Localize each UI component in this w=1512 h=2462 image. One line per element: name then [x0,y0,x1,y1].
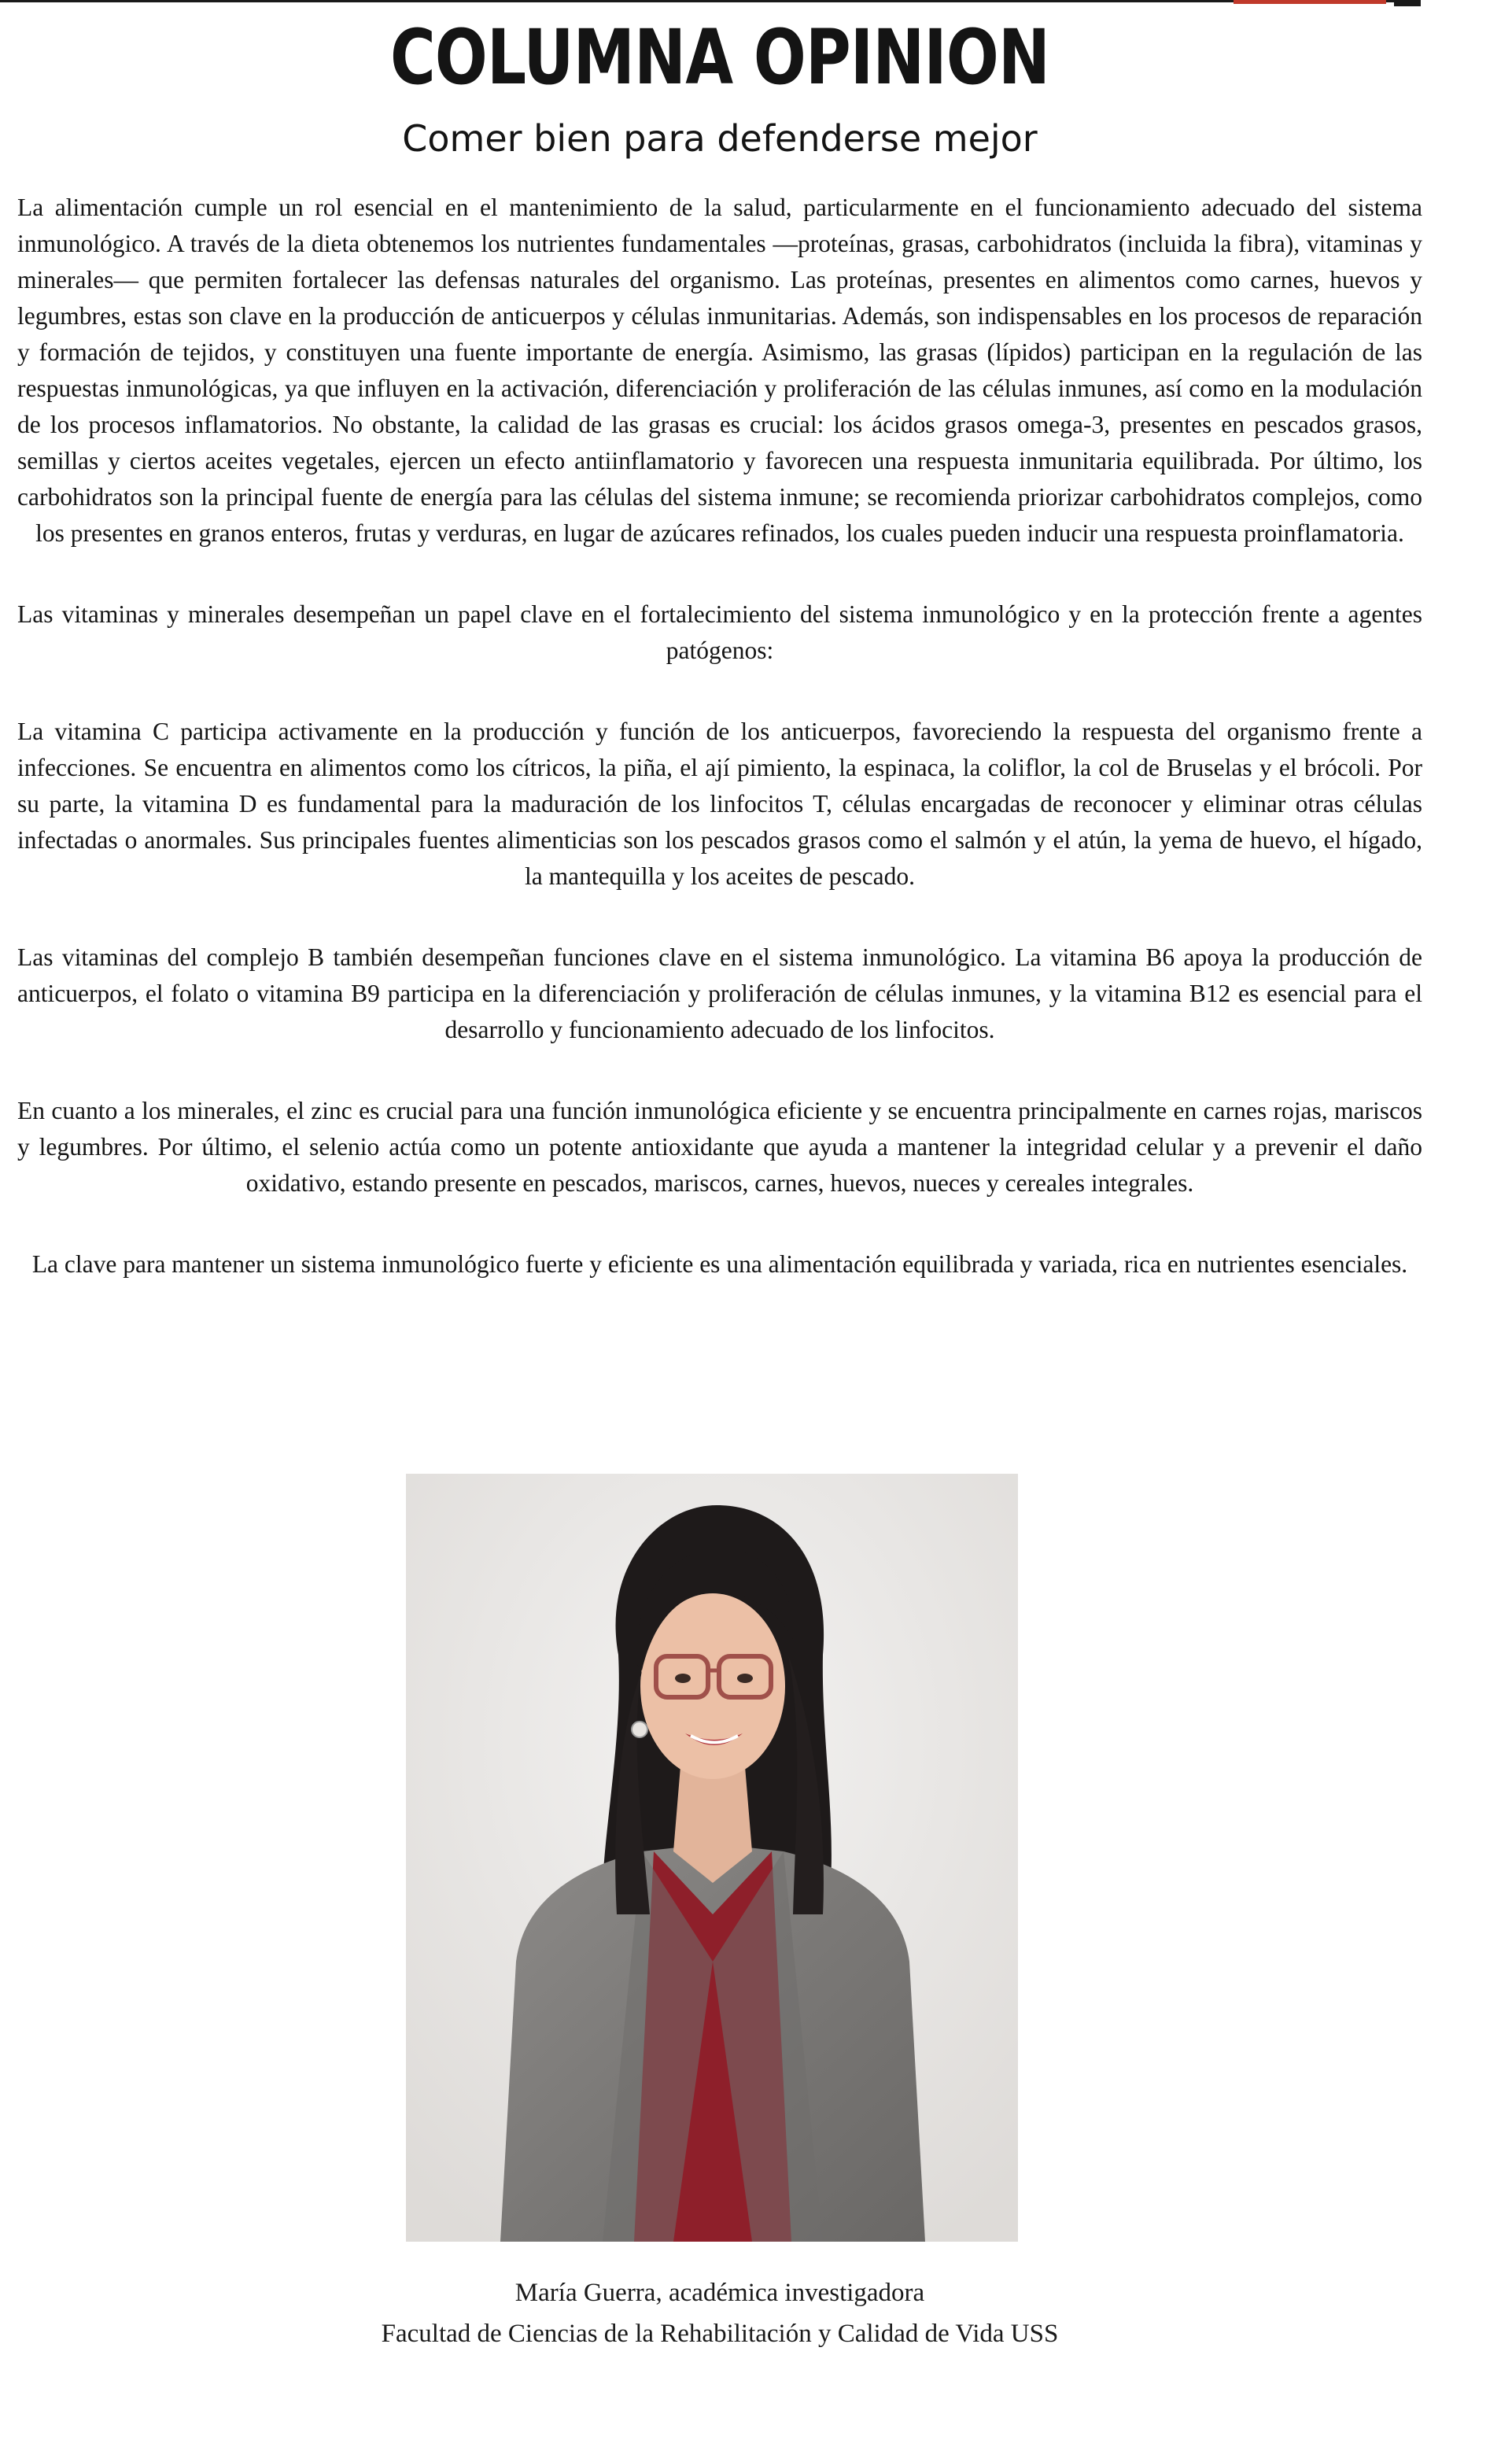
top-accent-bar [1234,0,1386,4]
author-affiliation: Facultad de Ciencias de la Rehabilitación y Calidad de Vida USS [381,2320,1059,2348]
author-photo [406,1474,1018,2242]
author-portrait-illustration [406,1474,1018,2242]
article-title: Comer bien para defenderse mejor [402,117,1038,160]
article-body [17,190,1422,1327]
paragraph-minerals: En cuanto a los minerales, el zinc es crucial para una función inmunológica eficiente y se encuentra principalmente en carnes rojas, mariscos y legumbres. Por último, el selenio actúa como un potente antioxidante que ayuda a mantener la integridad celular y a prevenir el daño oxidativo, estando presente en pescados, mariscos, carnes, huevos, nueces y cereales integrales. [17,1097,1422,1197]
top-rule [0,0,1408,2]
paragraph-conclusion: La clave para mantener un sistema inmunológico fuerte y eficiente es una alimentación equilibrada y variada, rica en nutrientes esenciales. [31,1250,1408,1278]
top-page-marker [1394,0,1421,6]
paragraph-nutrients: La alimentación cumple un rol esencial en el mantenimiento de la salud, particularmente en el funcionamiento adecuado del sistema inmunológico. A través de la dieta obtenemos los nutrientes fundamentales —proteínas, grasas, carbohidratos (incluida la fibra), vitaminas y minerales— que permiten fortalecer las defensas naturales del organismo. Las proteínas, presentes en alimentos como carnes, huevos y legumbres, estas son clave en la producción de anticuerpos y células inmunitarias. Además, son indispensables en los procesos de reparación y formación de tejidos, y constituyen una fuente importante de energía. Asimismo, las grasas (lípidos) participan en la regulación de las respuestas inmunológicas, ya que influyen en la activación, diferenciación y proliferación de las células inmunes, así como en la modulación de los procesos inflamatorios. No obstante, la calidad de las grasas es crucial: los ácidos grasos omega-3, presentes en pescados grasos, semillas y ciertos aceites vegetales, ejercen un efecto antiinflamatorio y favorecen una respuesta inmunitaria equilibrada. Por último, los carbohidratos son la principal fuente de energía para las células del sistema inmune; se recomienda priorizar carbohidratos complejos, como los presentes en granos enteros, frutas y verduras, en lugar de azúcares refinados, los cuales pueden inducir una respuesta proinflamatoria. [17,194,1422,547]
section-title: COLUMNA OPINION [389,13,1050,102]
paragraph-vitamin-b: Las vitaminas del complejo B también desempeñan funciones clave en el sistema inmunológico. La vitamina B6 apoya la producción de anticuerpos, el folato o vitamina B9 participa en la diferenciación y proliferación de células inmunes, y la vitamina B12 es esencial para el desarrollo y funcionamiento adecuado de los linfocitos. [17,943,1422,1043]
author-name: María Guerra, académica investigadora [514,2279,925,2307]
photo-caption [0,2272,1440,2354]
paragraph-vitamins-minerals-intro: Las vitaminas y minerales desempeñan un papel clave en el fortalecimiento del sistema inmunológico y en la protección frente a agentes patógenos: [17,600,1422,664]
paragraph-vitamin-c-d: La vitamina C participa activamente en la producción y función de los anticuerpos, favoreciendo la respuesta del organismo frente a infecciones. Se encuentra en alimentos como los cítricos, la piña, el ají pimiento, la espinaca, la coliflor, la col de Bruselas y el brócoli. Por su parte, la vitamina D es fundamental para la maduración de los linfocitos T, células encargadas de reconocer y eliminar otras células infectadas o anormales. Sus principales fuentes alimenticias son los pescados grasos como el salmón y el atún, la yema de huevo, el hígado, la mantequilla y los aceites de pescado. [17,718,1422,890]
